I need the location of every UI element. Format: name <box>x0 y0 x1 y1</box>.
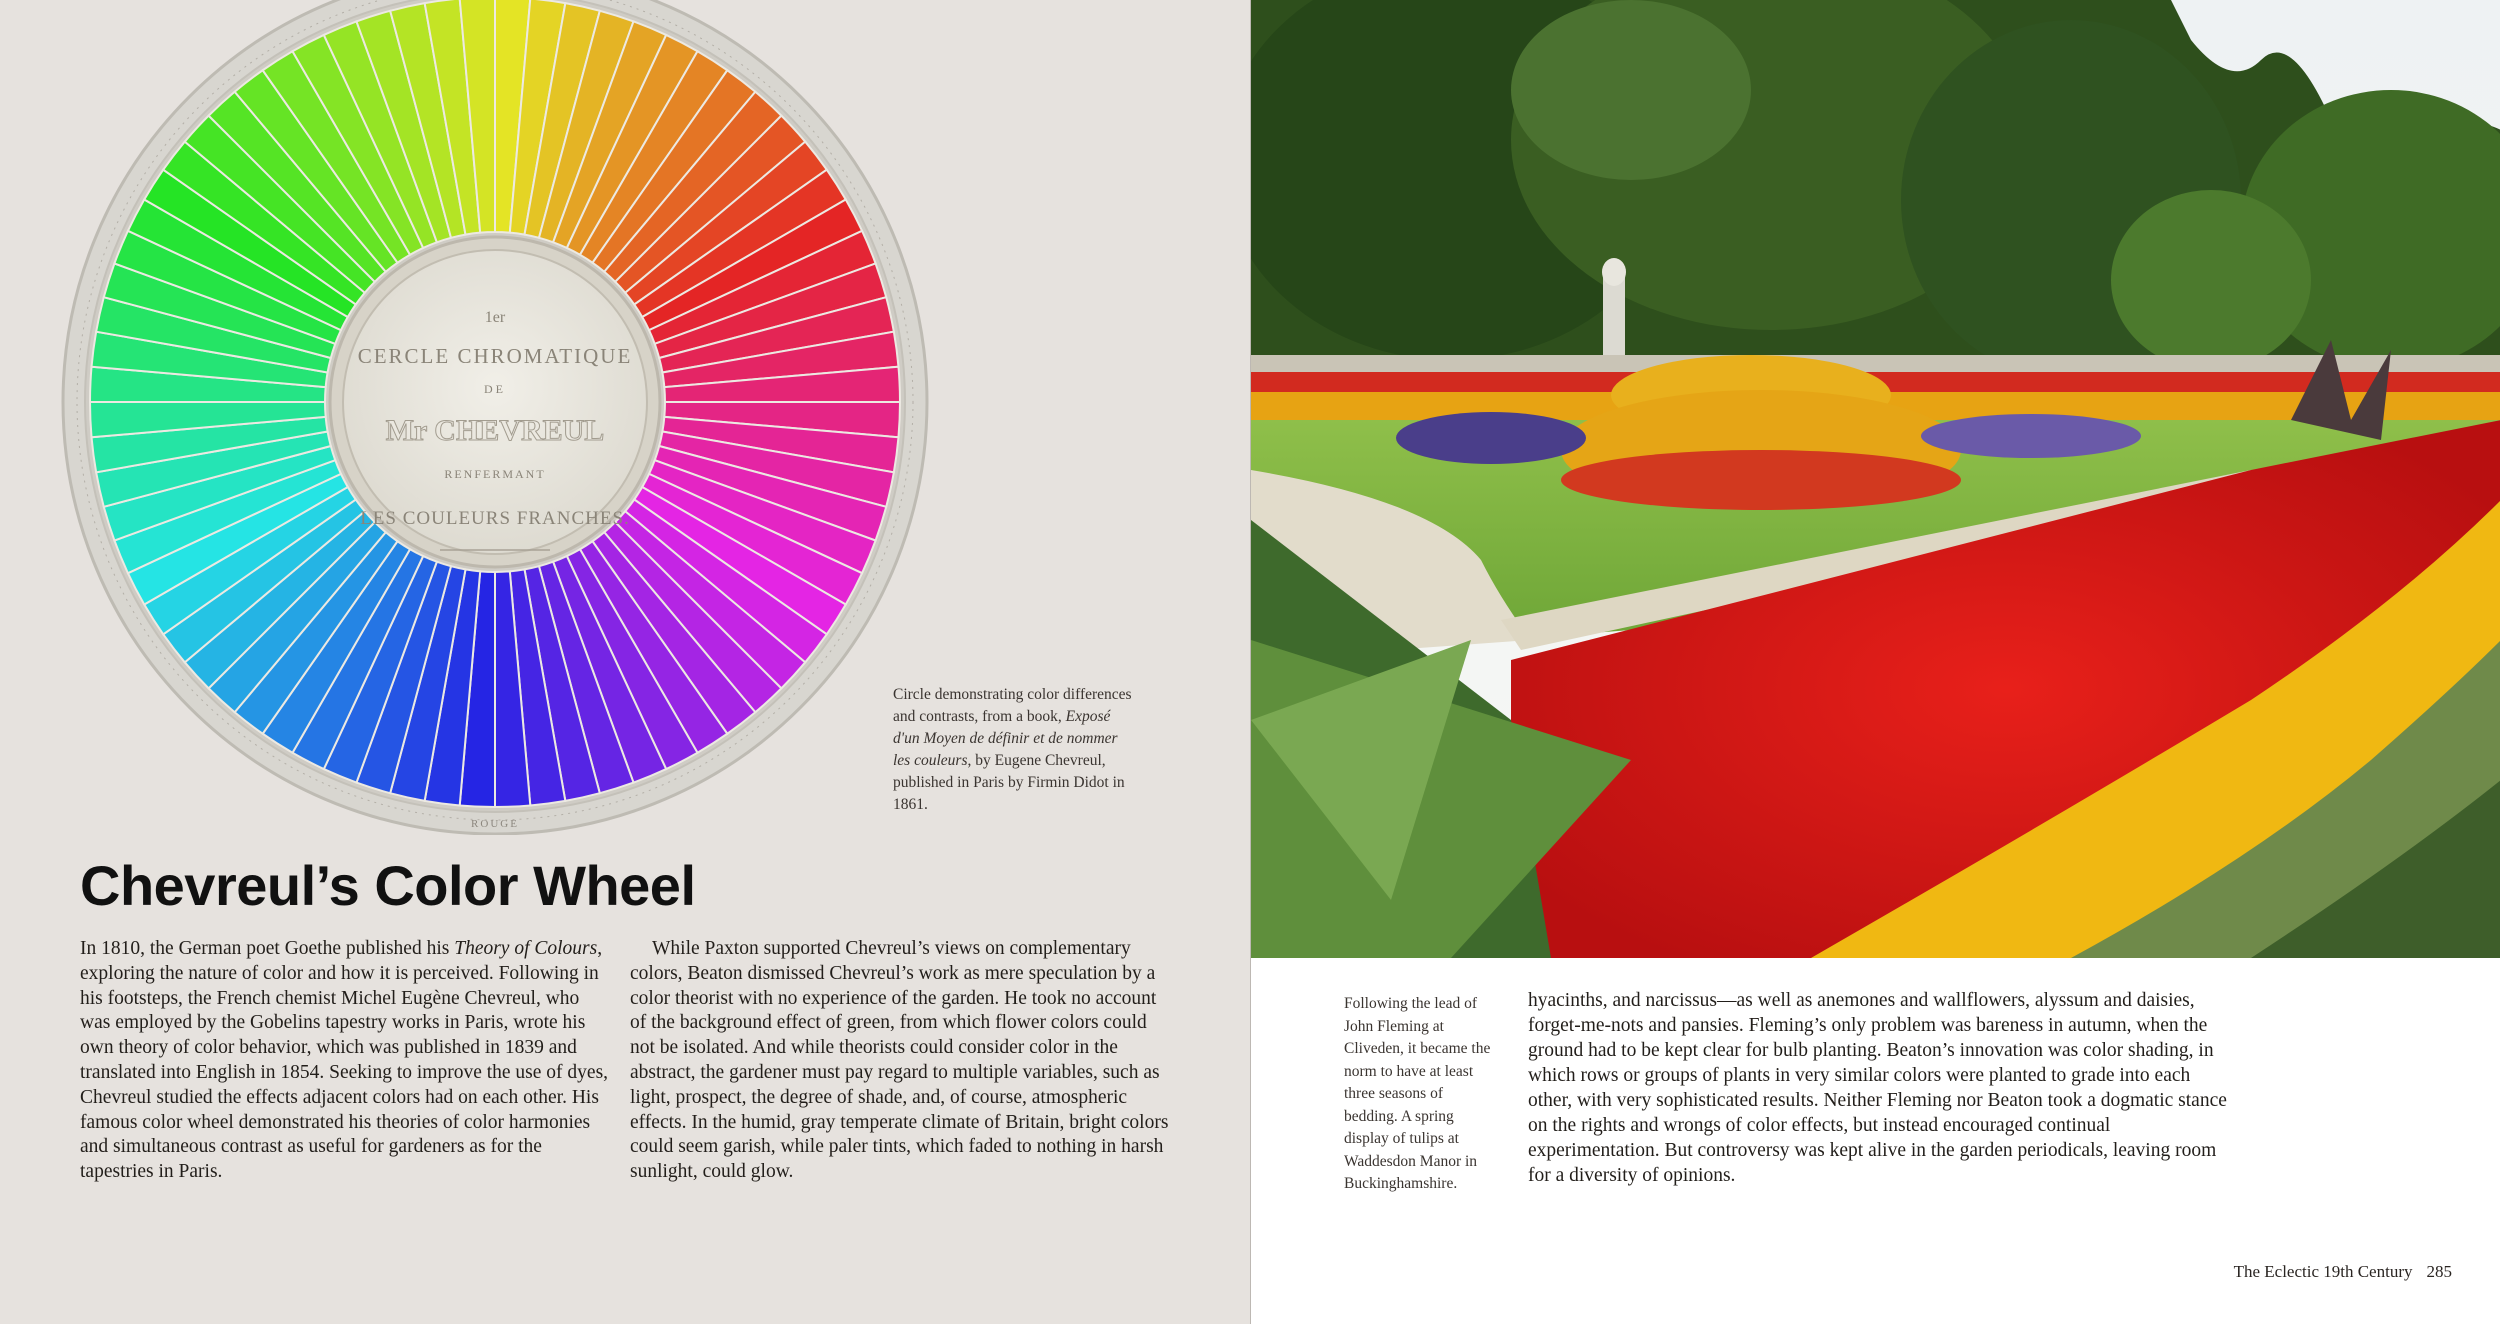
plate-line-5: RENFERMANT <box>444 467 546 481</box>
color-wheel-svg <box>55 0 935 835</box>
section-title: Chevreul’s Color Wheel <box>80 854 696 917</box>
plate-line-3: DE <box>484 382 506 396</box>
wheel-rim-label: ROUGE <box>471 818 519 830</box>
body-column-right: hyacinths, and narcissus—as well as anemones and wallflowers, alyssum and daisies, forget-me-nots and pansies. Fleming’s only problem was bareness in autumn, when the ground had to be kept clear for bulb planting. Beaton’s innovation was color shading, in which rows or groups of plants in very similar colors were planted to grade into each other, with very sophisticated results. Neither Fleming nor Beaton took a dogmatic stance on the rights and wrongs of color effects, but instead encouraged continual experimentation. But controversy was kept alive in the garden periodicals, leaving room for a diversity of opinions. <box>1528 990 2227 1186</box>
plate-line-2: CERCLE CHROMATIQUE <box>357 344 633 368</box>
plate-line-1: 1er <box>484 309 506 326</box>
plate-line-4: Mr CHEVREUL <box>385 414 605 447</box>
photo-caption: Following the lead of John Fleming at Cliveden, it became the norm to have at least three seasons of bedding. A spring display of tulips at Waddesdon Manor in Buckinghamshire. <box>1344 995 1491 1192</box>
page-number: 285 <box>2426 1262 2452 1281</box>
right-page <box>1250 0 2500 1324</box>
wheel-caption: Circle demonstrating color differences and contrasts, from a book, Exposé d'un Moyen de définir et de nommer les couleurs, by Eugene Chevreul, published in Paris by Firmin Didot in 1861. <box>893 686 1132 813</box>
color-wheel-illustration <box>55 0 935 835</box>
plate-line-6: LES COULEURS FRANCHES. <box>360 508 630 529</box>
wheel-caption-book-title: Exposé d'un Moyen de définir et de nommer les couleurs <box>893 708 1118 769</box>
running-head: The Eclectic 19th Century <box>2233 1262 2413 1281</box>
folio <box>2234 1262 2452 1282</box>
body-column-2: While Paxton supported Chevreul’s views on complementary colors, Beaton dismissed Chevreul’s work as mere speculation by a color theorist with no experience of the garden. He took no account of the background effect of green, from which flower colors could not be isolated. And while theorists could consider color in the abstract, the gardener must pay regard to multiple variables, such as light, prospect, the degree of shade, and, of course, atmospheric effects. In the humid, gray temperate climate of Britain, bright colors could seem garish, while paler tints, which faded to nothing in harsh sunlight, could glow. <box>630 938 1169 1183</box>
garden-photo <box>1251 0 2500 958</box>
book-title-theory-of-colours: Theory of Colours <box>454 938 598 959</box>
body-column-1: In 1810, the German poet Goethe published his Theory of Colours, exploring the nature of color and how it is perceived. Following in his footsteps, the French chemist Michel Eugène Chevreul, who was employed by the Gobelins tapestry works in Paris, wrote his own theory of color behavior, which was published in 1839 and translated into English in 1854. Seeking to improve the use of dyes, Chevreul studied the effects adjacent colors had on each other. His famous color wheel demonstrated his theories of color harmonies and simultaneous contrast as useful for gardeners as for the tapestries in Paris. <box>80 938 609 1183</box>
